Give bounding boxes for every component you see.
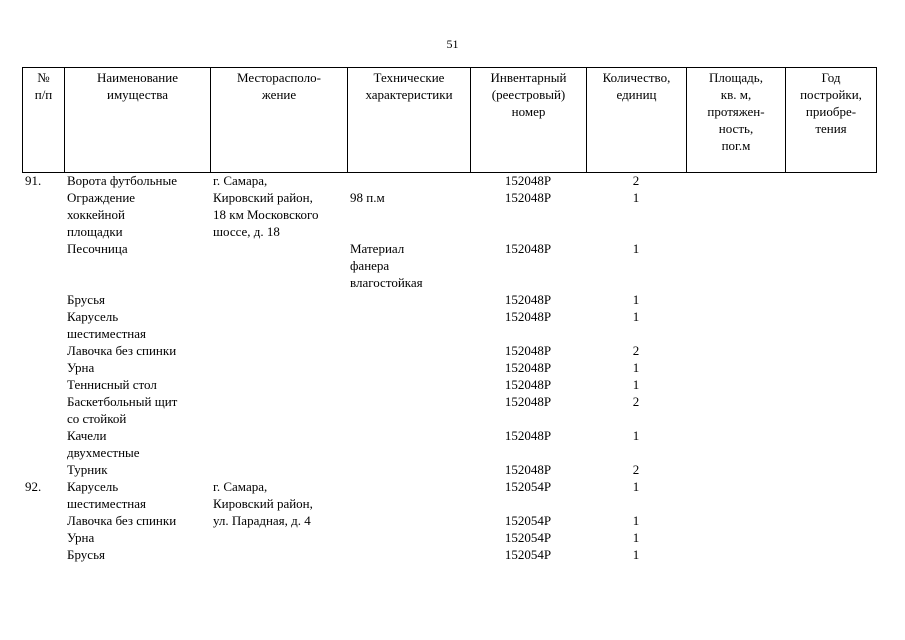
cell-area [686, 308, 785, 342]
cell-num [22, 308, 64, 342]
cell-tech [347, 529, 470, 546]
cell-area [686, 512, 785, 529]
cell-qty: 1 [632, 428, 640, 443]
cell-location: ул. Парадная, д. 4 [213, 513, 311, 528]
cell-num [22, 376, 64, 393]
cell-inv: 152054Р [504, 479, 552, 494]
cell-year [785, 240, 876, 291]
cell-num [22, 240, 64, 291]
cell-num [22, 189, 64, 240]
cell-tech [347, 172, 470, 189]
cell-name: Лавочка без спинки [67, 513, 177, 528]
cell-inv: 152048Р [504, 428, 552, 443]
cell-tech [347, 359, 470, 376]
cell-name: Брусья [67, 292, 105, 307]
table-row [22, 376, 876, 393]
cell-qty: 2 [632, 343, 640, 358]
cell-inv: 152054Р [504, 530, 552, 545]
cell-num [22, 342, 64, 359]
cell-inv: 152048Р [504, 394, 552, 409]
table-row [22, 478, 876, 512]
cell-name: Качели двухместные [67, 428, 140, 460]
cell-name: Баскетбольный щит со стойкой [67, 394, 178, 426]
cell-inv: 152048Р [504, 190, 552, 205]
cell-num: 92. [25, 479, 42, 494]
cell-num [22, 512, 64, 529]
cell-year [785, 308, 876, 342]
cell-year [785, 461, 876, 478]
cell-num [22, 359, 64, 376]
cell-year [785, 342, 876, 359]
cell-area [686, 546, 785, 563]
table-row [22, 240, 876, 291]
cell-year [785, 376, 876, 393]
table-row [22, 291, 876, 308]
table-row [22, 427, 876, 461]
table-row [22, 359, 876, 376]
column-header-name: Наименование имущества [65, 68, 211, 173]
cell-name: Песочница [67, 241, 128, 256]
cell-location [210, 529, 347, 546]
table-row [22, 189, 876, 240]
cell-location: Кировский район, 18 км Московского шоссе, д. 18 [213, 190, 319, 239]
cell-inv: 152048Р [504, 343, 552, 358]
table-row [22, 512, 876, 529]
cell-area [686, 393, 785, 427]
cell-name: Карусель шестиместная [67, 479, 146, 511]
cell-inv: 152048Р [504, 241, 552, 256]
cell-location [210, 240, 347, 291]
cell-location [210, 393, 347, 427]
column-header-tech: Технические характеристики [348, 68, 471, 173]
cell-qty: 2 [632, 173, 640, 188]
cell-inv: 152048Р [504, 377, 552, 392]
cell-year [785, 359, 876, 376]
table-row [22, 393, 876, 427]
cell-tech [347, 342, 470, 359]
cell-area [686, 427, 785, 461]
cell-location [210, 308, 347, 342]
cell-qty: 1 [632, 241, 640, 256]
cell-name: Турник [67, 462, 108, 477]
table-row [22, 308, 876, 342]
cell-name: Урна [67, 530, 95, 545]
cell-location [210, 376, 347, 393]
cell-year [785, 189, 876, 240]
cell-area [686, 461, 785, 478]
cell-tech [347, 308, 470, 342]
cell-tech [347, 291, 470, 308]
cell-year [785, 512, 876, 529]
cell-tech: Материал фанера влагостойкая [350, 241, 423, 290]
cell-inv: 152048Р [504, 360, 552, 375]
cell-num [22, 461, 64, 478]
cell-location: г. Самара, [213, 173, 268, 188]
cell-name: Карусель шестиместная [67, 309, 146, 341]
cell-tech [347, 546, 470, 563]
cell-name: Урна [67, 360, 95, 375]
cell-year [785, 393, 876, 427]
cell-inv: 152048Р [504, 292, 552, 307]
cell-tech [347, 427, 470, 461]
table-header [22, 67, 877, 173]
cell-tech [347, 512, 470, 529]
cell-tech: 98 п.м [350, 190, 385, 205]
cell-location [210, 427, 347, 461]
column-header-area: Площадь, кв. м, протяжен- ность, пог.м [687, 68, 786, 173]
cell-name: Ограждение хоккейной площадки [67, 190, 136, 239]
cell-area [686, 359, 785, 376]
cell-num [22, 427, 64, 461]
cell-location: г. Самара, Кировский район, [213, 479, 313, 511]
cell-location [210, 461, 347, 478]
cell-area [686, 291, 785, 308]
cell-num [22, 291, 64, 308]
cell-area [686, 172, 785, 189]
column-header-year: Год постройки, приобре- тения [786, 68, 877, 173]
table-row [22, 342, 876, 359]
cell-location [210, 342, 347, 359]
table-row [22, 546, 876, 563]
table-row [22, 461, 876, 478]
cell-year [785, 291, 876, 308]
cell-qty: 1 [632, 377, 640, 392]
cell-qty: 1 [632, 530, 640, 545]
cell-qty: 1 [632, 479, 640, 494]
cell-area [686, 342, 785, 359]
cell-num [22, 546, 64, 563]
cell-name: Ворота футбольные [67, 173, 177, 188]
cell-qty: 1 [632, 309, 640, 324]
cell-qty: 1 [632, 190, 640, 205]
column-header-quantity: Количество, единиц [587, 68, 687, 173]
property-table [22, 172, 876, 563]
cell-num [22, 393, 64, 427]
cell-tech [347, 376, 470, 393]
table-row [22, 529, 876, 546]
cell-tech [347, 393, 470, 427]
cell-area [686, 529, 785, 546]
cell-num [22, 529, 64, 546]
cell-name: Брусья [67, 547, 105, 562]
cell-qty: 2 [632, 394, 640, 409]
cell-tech [347, 461, 470, 478]
cell-name: Теннисный стол [67, 377, 157, 392]
cell-year [785, 546, 876, 563]
cell-location [210, 359, 347, 376]
cell-year [785, 478, 876, 512]
cell-qty: 1 [632, 292, 640, 307]
cell-location [210, 546, 347, 563]
cell-inv: 152054Р [504, 513, 552, 528]
cell-inv: 152048Р [504, 462, 552, 477]
cell-area [686, 189, 785, 240]
table-row [22, 172, 876, 189]
column-header-number: № п/п [23, 68, 65, 173]
cell-year [785, 427, 876, 461]
cell-location [210, 291, 347, 308]
cell-area [686, 478, 785, 512]
cell-qty: 1 [632, 513, 640, 528]
cell-qty: 1 [632, 360, 640, 375]
cell-inv: 152048Р [504, 173, 552, 188]
cell-inv: 152054Р [504, 547, 552, 562]
cell-tech [347, 478, 470, 512]
cell-qty: 2 [632, 462, 640, 477]
cell-num: 91. [25, 173, 42, 188]
column-header-inventory: Инвентарный (реестровый) номер [471, 68, 587, 173]
column-header-location: Месторасполо- жение [211, 68, 348, 173]
cell-area [686, 240, 785, 291]
cell-inv: 152048Р [504, 309, 552, 324]
cell-year [785, 172, 876, 189]
cell-qty: 1 [632, 547, 640, 562]
page-number: 51 [446, 37, 459, 51]
cell-year [785, 529, 876, 546]
cell-name: Лавочка без спинки [67, 343, 177, 358]
cell-area [686, 376, 785, 393]
